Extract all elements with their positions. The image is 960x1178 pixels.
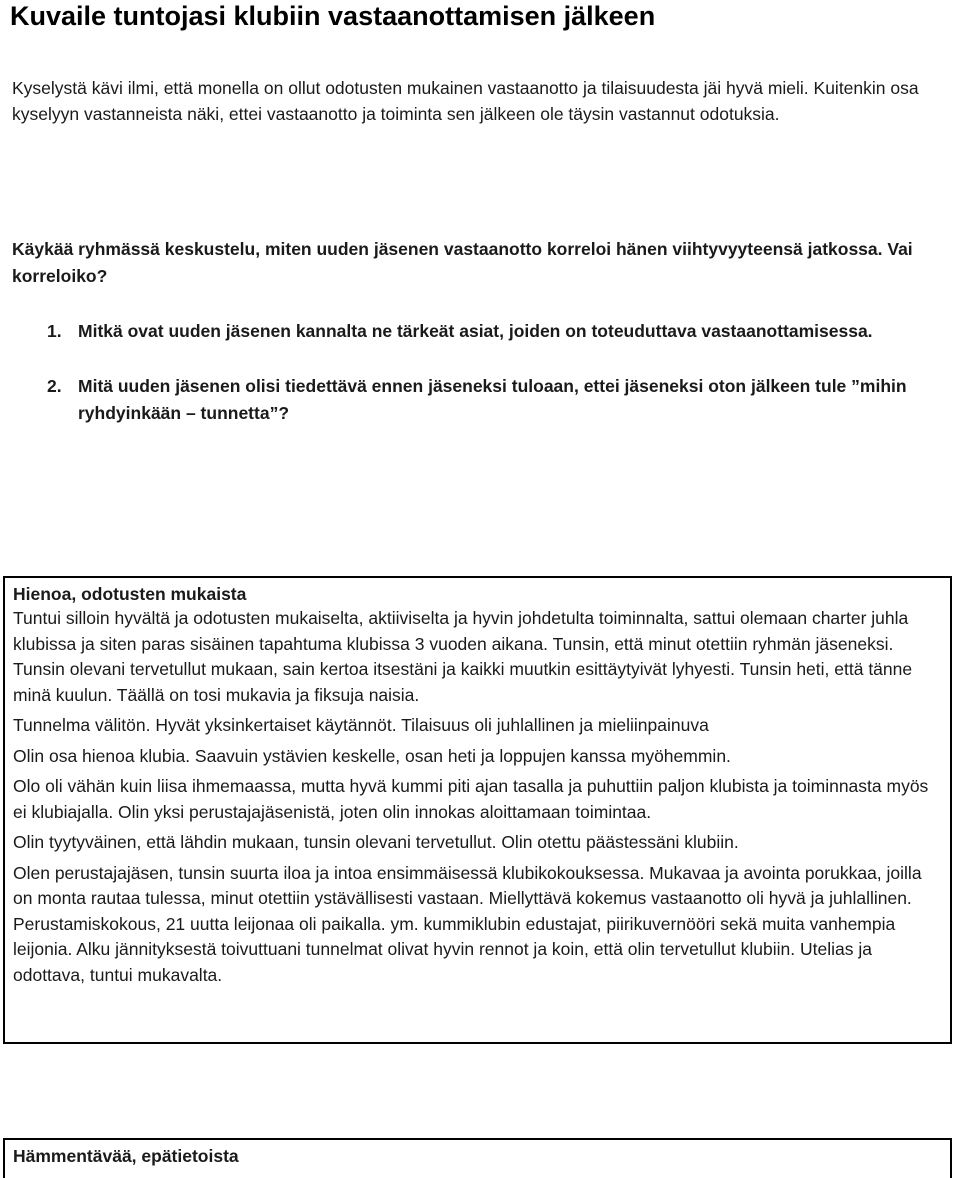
- question-number: 2.: [47, 376, 62, 396]
- response-box-confusing: [3, 1138, 952, 1178]
- response-box-title: Hienoa, odotusten mukaista: [13, 584, 247, 604]
- response-paragraph: Olo oli vähän kuin liisa ihmemaassa, mutta hyvä kummi piti ajan tasalla ja puhuttiin paljon klubista ja toiminnasta myös ei klubiajalla. Olin yksi perustajajäsenistä, joten olin innokas aloittamaan toimintaa.: [13, 776, 929, 822]
- question-text: Mitkä ovat uuden jäsenen kannalta ne tärkeät asiat, joiden on toteuduttava vastaanottamisessa.: [78, 321, 873, 341]
- response-box-title: Hämmentävää, epätietoista: [13, 1146, 239, 1166]
- page-title: Kuvaile tuntojasi klubiin vastaanottamisen jälkeen: [10, 1, 656, 31]
- response-paragraph: Olin osa hienoa klubia. Saavuin ystävien keskelle, osan heti ja loppujen kanssa myöhemmin.: [13, 745, 731, 766]
- response-paragraph: Tuntui silloin hyvältä ja odotusten mukaiselta, aktiiviselta ja hyvin johdetulta toiminnalta, sattui olemaan charter juhla klubissa ja siten paras sisäinen tapahtuma klubissa 3 vuoden aikana. Tunsin, että minut otettiin ryhmän jäseneksi. Tunsin olevani tervetullut mukaan, sain kertoa itsestäni ja kaikki muutkin esittäytyivät lyhyesti. Tunsin heti, että tänne minä kuulun. Täällä on tosi mukavia ja fiksuja naisia.: [13, 608, 913, 705]
- response-box-positive: [3, 576, 952, 1044]
- question-list: [12, 318, 942, 427]
- response-paragraph: Olin tyytyväinen, että lähdin mukaan, tunsin olevani tervetullut. Olin otettu päästessäni klubiin.: [13, 832, 739, 852]
- response-paragraph: Olen perustajajäsen, tunsin suurta iloa ja intoa ensimmäisessä klubikokouksessa. Mukavaa ja avointa porukkaa, joilla on monta rautaa tulessa, minut otettiin ystävällisesti vastaan. Miellyttävä kokemus vastaanotto oli hyvä ja juhlallinen. Perustamiskokous, 21 uutta leijonaa oli paikalla. ym. kummiklubin edustajat, piirikuvernööri sekä muita vanhempia leijonia. Alku jännityksestä toivuttuani tunnelmat olivat hyvin rennot ja koin, että olin tervetullut klubiin. Utelias ja odottava, tuntui mukavalta.: [13, 862, 922, 985]
- question-item: [12, 318, 942, 345]
- discussion-prompt: Käykää ryhmässä keskustelu, miten uuden jäsenen vastaanotto korreloi hänen viihtyvyyteensä jatkossa. Vai korreloiko?: [12, 239, 913, 286]
- question-item: [12, 373, 942, 427]
- question-number: 1.: [47, 321, 62, 341]
- question-text: Mitä uuden jäsenen olisi tiedettävä ennen jäseneksi tuloaan, ettei jäseneksi oton jälkeen tule ”mihin ryhdyinkään – tunnetta”?: [78, 376, 907, 423]
- intro-paragraph: Kyselystä kävi ilmi, että monella on ollut odotusten mukainen vastaanotto ja tilaisuudesta jäi hyvä mieli. Kuitenkin osa kyselyyn vastanneista näki, ettei vastaanotto ja toiminta sen jälkeen ole täysin vastannut odotuksia.: [12, 78, 919, 124]
- response-paragraph: Tunnelma välitön. Hyvät yksinkertaiset käytännöt. Tilaisuus oli juhlallinen ja mieliinpainuva: [13, 715, 709, 735]
